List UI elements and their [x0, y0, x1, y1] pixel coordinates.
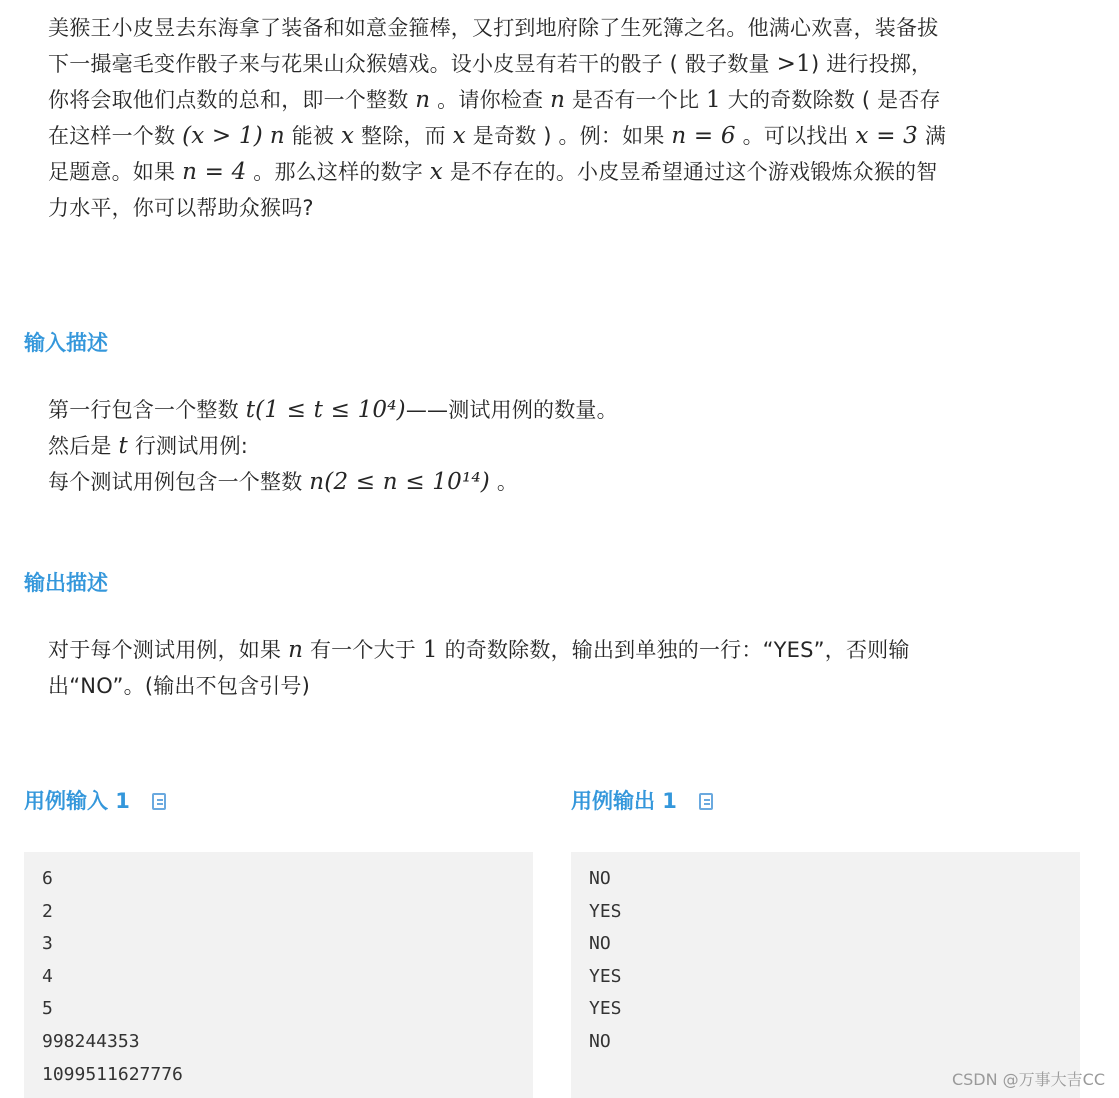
input-desc-line: 然后是 t 行测试用例:	[48, 433, 249, 459]
code-line: 1099511627776	[42, 1063, 183, 1085]
output-desc-line: 出“NO”。(输出不包含引号)	[48, 674, 311, 698]
math-var: x	[429, 159, 443, 185]
output-description	[48, 632, 1098, 704]
statement-line: 力水平，你可以帮助众猴吗?	[48, 196, 314, 220]
math-expr: (x > 1)	[182, 123, 263, 149]
input-description	[48, 392, 1098, 500]
math-expr: >1	[776, 51, 811, 77]
math-var: n	[415, 87, 431, 113]
math-var: n	[288, 637, 304, 663]
sample-output-heading: 用例输出 1	[571, 786, 713, 816]
input-desc-line: 每个测试用例包含一个整数 n(2 ≤ n ≤ 10¹⁴) 。	[48, 469, 519, 495]
math-num: 1	[706, 87, 721, 113]
code-line: YES	[589, 965, 622, 987]
sample-output-box	[571, 852, 1080, 1098]
code-line: NO	[589, 933, 611, 955]
copy-icon[interactable]	[699, 793, 713, 810]
code-line: 6	[42, 868, 53, 889]
code-line: YES	[589, 900, 622, 922]
math-var: t	[118, 433, 128, 459]
math-var: n	[269, 123, 285, 149]
statement-line: 在这样一个数 (x > 1) n 能被 x 整除，而 x 是奇数 ) 。例：如果 n = 6 。可以找出 x = 3 满	[48, 123, 947, 149]
math-var: x	[341, 123, 355, 149]
math-expr: n = 6	[671, 123, 736, 149]
csdn-watermark: CSDN @万事大吉CC	[951, 1070, 1105, 1089]
input-desc-line: 第一行包含一个整数 t(1 ≤ t ≤ 10⁴)——测试用例的数量。	[48, 397, 618, 423]
copy-icon[interactable]	[152, 793, 166, 810]
statement-line: 美猴王小皮昱去东海拿了装备和如意金箍棒，又打到地府除了生死簿之名。他满心欢喜，装备拔	[48, 16, 939, 40]
statement-line: 下一撮毫毛变作骰子来与花果山众猴嬉戏。设小皮昱有若干的骰子 ( 骰子数量 >1) 进行投掷，	[48, 51, 933, 77]
math-expr: n(2 ≤ n ≤ 10¹⁴)	[309, 469, 490, 495]
input-description-heading: 输入描述	[24, 331, 108, 355]
code-line: 998244353	[42, 1030, 140, 1052]
output-description-heading: 输出描述	[24, 571, 108, 595]
math-expr: n = 4	[182, 159, 247, 185]
statement-line: 你将会取他们点数的总和，即一个整数 n 。请你检查 n 是否有一个比 1 大的奇数除数 ( 是否存	[48, 87, 941, 113]
output-desc-line: 对于每个测试用例，如果 n 有一个大于 1 的奇数除数，输出到单独的一行：“YES”，否则输	[48, 637, 910, 663]
sample-input-heading: 用例输入 1	[24, 786, 166, 816]
code-line: NO	[589, 1030, 611, 1052]
statement-line: 足题意。如果 n = 4 。那么这样的数字 x 是不存在的。小皮昱希望通过这个游戏锻炼众猴的智	[48, 159, 938, 185]
code-line: 3	[42, 933, 53, 955]
math-expr: x = 3	[855, 123, 919, 149]
code-line: 4	[42, 965, 53, 987]
code-line: YES	[589, 998, 622, 1020]
code-line: 5	[42, 998, 53, 1020]
problem-statement	[48, 10, 1098, 226]
code-line: 2	[42, 900, 53, 922]
math-var: x	[452, 123, 466, 149]
math-expr: t(1 ≤ t ≤ 10⁴)	[245, 397, 406, 423]
sample-input-box	[24, 852, 533, 1098]
math-num: 1	[422, 637, 438, 663]
math-var: n	[550, 87, 566, 113]
code-line: NO	[589, 868, 611, 889]
